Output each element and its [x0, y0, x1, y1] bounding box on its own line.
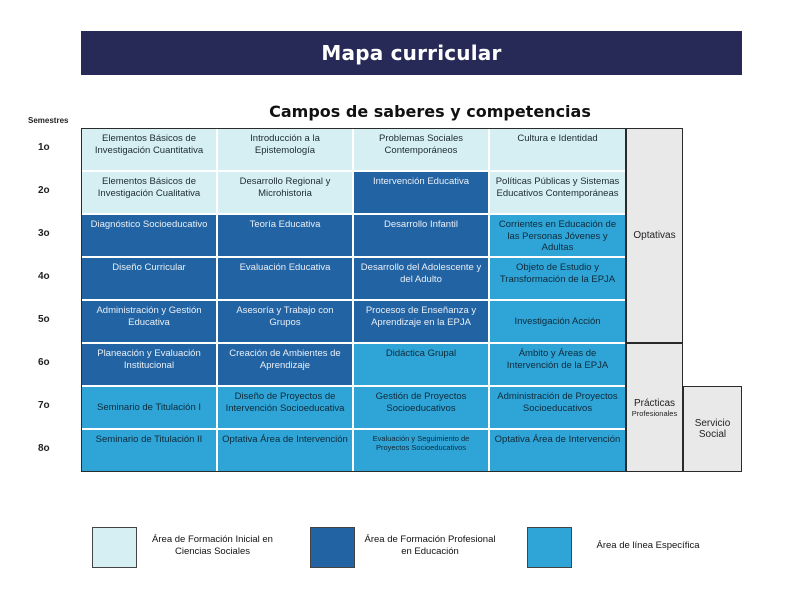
practicas-block — [626, 343, 683, 472]
course-cell: Corrientes en Educación de las Personas Jóvenes y Adultas — [489, 214, 626, 257]
profesionales-label: Profesionales — [631, 408, 678, 418]
course-cell: Objeto de Estudio y Transformación de la EPJA — [489, 257, 626, 300]
legend-swatch-light — [92, 527, 137, 568]
course-cell: Planeación y Evaluación Institucional — [81, 343, 217, 386]
course-cell: Elementos Básicos de Investigación Cualitativa — [81, 171, 217, 214]
course-cell: Elementos Básicos de Investigación Cuantitativa — [81, 128, 217, 171]
legend-label: Área de Formación Inicial en Ciencias Sociales — [152, 534, 273, 557]
course-cell: Diseño de Proyectos de Intervención Socioeducativa — [217, 386, 353, 429]
legend-label: Área de línea Específica — [596, 540, 700, 551]
course-cell: Optativa Área de Intervención — [489, 429, 626, 472]
semester-label: 1o — [38, 142, 50, 153]
course-cell: Seminario de Titulación I — [81, 386, 217, 429]
course-cell: Administración de Proyectos Socioeducativos — [489, 386, 626, 429]
course-cell: Administración y Gestión Educativa — [81, 300, 217, 343]
optativas-label: Optativas — [633, 230, 676, 241]
course-cell: Políticas Públicas y Sistemas Educativos Contemporáneas — [489, 171, 626, 214]
course-cell: Cultura e Identidad — [489, 128, 626, 171]
semester-label: 7o — [38, 400, 50, 411]
semester-label: 6o — [38, 357, 50, 368]
course-cell: Problemas Sociales Contemporáneos — [353, 128, 489, 171]
optativas-block — [626, 128, 683, 343]
course-cell: Diseño Curricular — [81, 257, 217, 300]
course-cell: Procesos de Enseñanza y Aprendizaje en la EPJA — [353, 300, 489, 343]
course-cell: Intervención Educativa — [353, 171, 489, 214]
title-banner — [81, 31, 742, 75]
legend-label: Área de Formación Profesional en Educación — [364, 534, 496, 557]
course-cell: Desarrollo Regional y Microhistoria — [217, 171, 353, 214]
semesters-header: Semestres — [28, 116, 69, 125]
course-cell: Asesoría y Trabajo con Grupos — [217, 300, 353, 343]
course-cell: Introducción a la Epistemología — [217, 128, 353, 171]
course-cell: Ámbito y Áreas de Intervención de la EPJA — [489, 343, 626, 386]
course-cell: Optativa Área de Intervención — [217, 429, 353, 472]
semester-label: 2o — [38, 185, 50, 196]
legend-swatch-dark — [310, 527, 355, 568]
semester-label: 8o — [38, 443, 50, 454]
course-cell: Evaluación Educativa — [217, 257, 353, 300]
course-cell: Diagnóstico Socioeducativo — [81, 214, 217, 257]
course-cell: Desarrollo Infantil — [353, 214, 489, 257]
subtitle: Campos de saberes y competencias — [269, 102, 591, 121]
page-title: Mapa curricular — [321, 41, 502, 65]
practicas-label: Prácticas — [633, 397, 676, 409]
course-cell: Investigación Acción — [489, 300, 626, 343]
servicio-social-block — [683, 386, 742, 472]
course-cell: Seminario de Titulación II — [81, 429, 217, 472]
semester-label: 3o — [38, 228, 50, 239]
course-cell: Evaluación y Seguimiento de Proyectos Socioeducativos — [353, 429, 489, 472]
servicio-social-label: Servicio Social — [694, 418, 731, 440]
course-cell: Didáctica Grupal — [353, 343, 489, 386]
course-cell: Teoría Educativa — [217, 214, 353, 257]
course-cell: Creación de Ambientes de Aprendizaje — [217, 343, 353, 386]
legend-swatch-medium — [527, 527, 572, 568]
course-cell: Gestión de Proyectos Socioeducativos — [353, 386, 489, 429]
course-cell: Desarrollo del Adolescente y del Adulto — [353, 257, 489, 300]
semester-label: 5o — [38, 314, 50, 325]
semester-label: 4o — [38, 271, 50, 282]
